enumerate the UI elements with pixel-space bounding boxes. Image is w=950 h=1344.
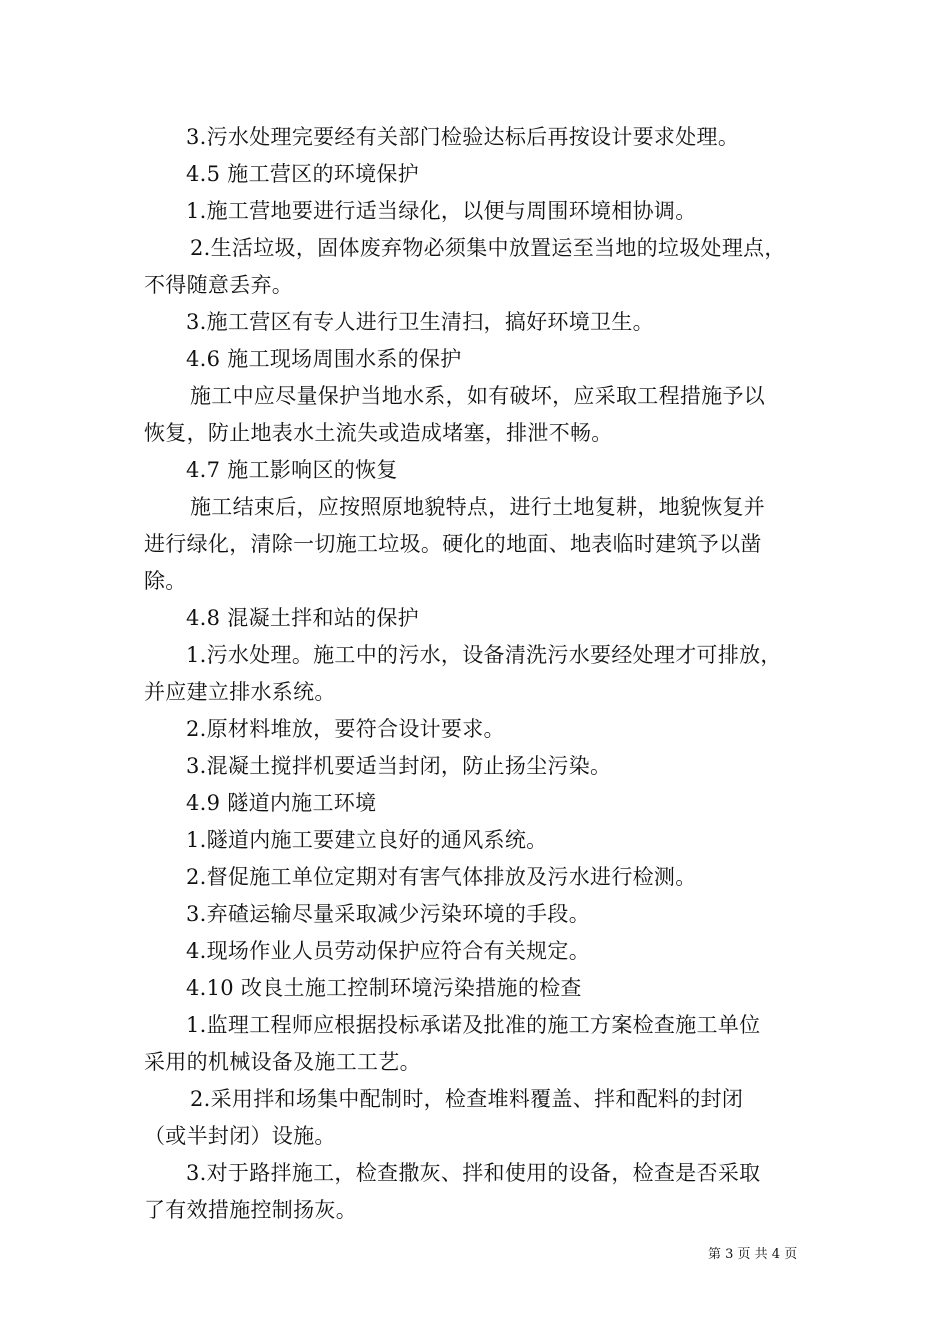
paragraph-line: 2.督促施工单位定期对有害气体排放及污水进行检测。 [186,865,697,889]
section-heading: 4.5 施工营区的环境保护 [186,162,419,186]
paragraph-line: 1.隧道内施工要建立良好的通风系统。 [186,828,548,852]
page-number: 第 3 页 共 4 页 [708,1247,798,1262]
paragraph-line: 施工结束后，应按照原地貌特点，进行土地复耕，地貌恢复并 [190,495,766,519]
paragraph-line: 并应建立排水系统。 [144,680,336,704]
paragraph-line: 3.对于路拌施工，检查撒灰、拌和使用的设备，检查是否采取 [186,1161,761,1185]
paragraph-line: 2.生活垃圾，固体废弃物必须集中放置运至当地的垃圾处理点， [190,236,786,260]
paragraph-line: 不得随意丢弃。 [144,273,294,297]
paragraph-line: 进行绿化，清除一切施工垃圾。硬化的地面、地表临时建筑予以凿 [144,532,762,556]
paragraph-line: 采用的机械设备及施工工艺。 [144,1050,421,1074]
paragraph-line: 3.施工营区有专人进行卫生清扫，搞好环境卫生。 [186,310,654,334]
section-heading: 4.6 施工现场周围水系的保护 [186,347,462,371]
paragraph-line: 2.采用拌和场集中配制时，检查堆料覆盖、拌和配料的封闭 [190,1087,744,1111]
paragraph-line: 3.污水处理完要经有关部门检验达标后再按设计要求处理。 [186,125,740,149]
paragraph-line: 1.污水处理。施工中的污水，设备清洗污水要经处理才可排放， [186,643,782,667]
paragraph-line: 除。 [144,569,187,593]
paragraph-line: 4.现场作业人员劳动保护应符合有关规定。 [186,939,591,963]
section-heading: 4.7 施工影响区的恢复 [186,458,398,482]
paragraph-line: 1.施工营地要进行适当绿化，以便与周围环境相协调。 [186,199,697,223]
paragraph-line: 施工中应尽量保护当地水系，如有破坏，应采取工程措施予以 [190,384,766,408]
paragraph-line: 3.混凝土搅拌机要适当封闭，防止扬尘污染。 [186,754,612,778]
section-heading: 4.10 改良土施工控制环境污染措施的检查 [186,976,582,1000]
section-heading: 4.8 混凝土拌和站的保护 [186,606,419,630]
paragraph-line: 3.弃碴运输尽量采取减少污染环境的手段。 [186,902,591,926]
paragraph-line: 2.原材料堆放，要符合设计要求。 [186,717,505,741]
section-heading: 4.9 隧道内施工环境 [186,791,377,815]
paragraph-line: 恢复，防止地表水土流失或造成堵塞，排泄不畅。 [144,421,613,445]
paragraph-line: （或半封闭）设施。 [144,1124,336,1148]
paragraph-line: 1.监理工程师应根据投标承诺及批准的施工方案检查施工单位 [186,1013,761,1037]
paragraph-line: 了有效措施控制扬灰。 [144,1198,357,1222]
